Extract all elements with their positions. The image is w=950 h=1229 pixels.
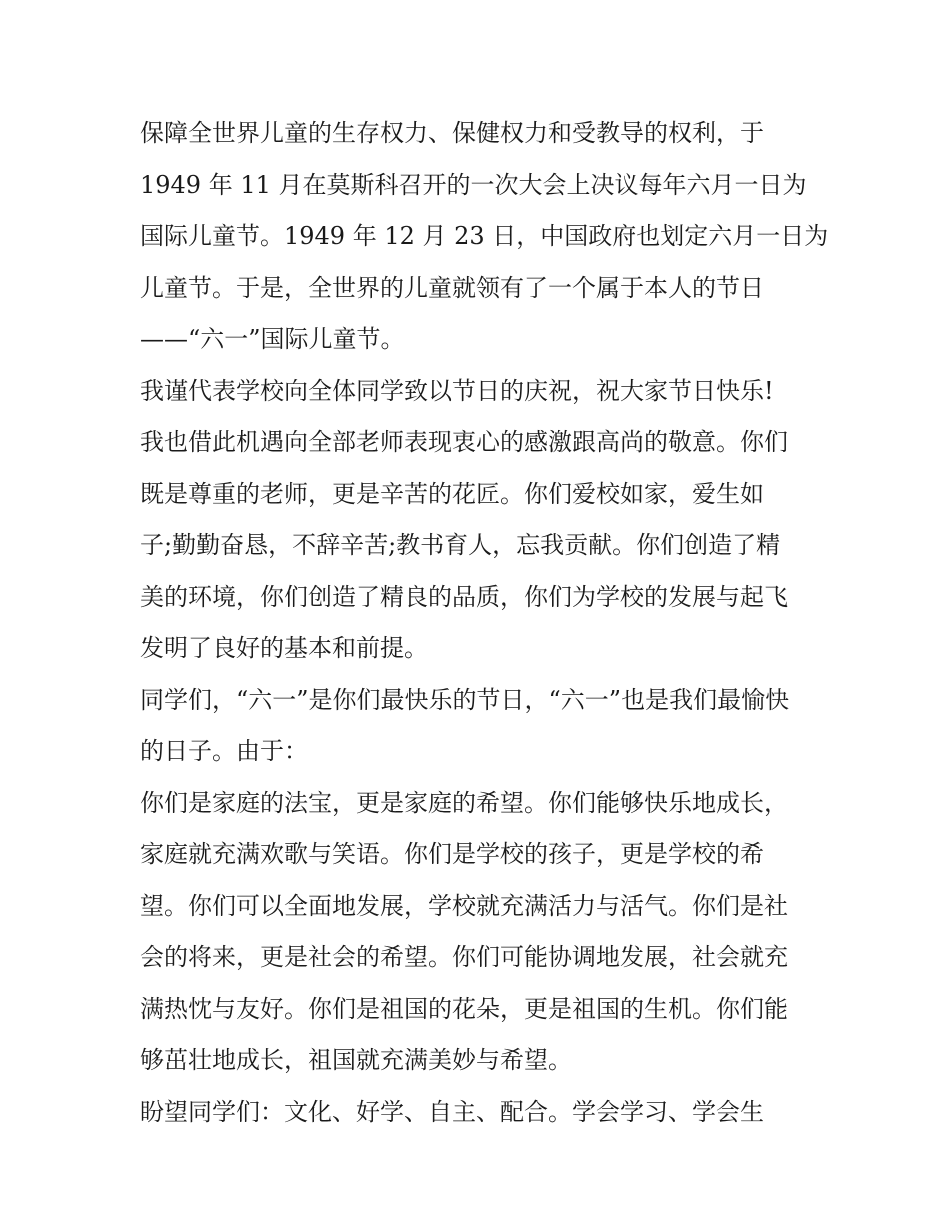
text-line: 你们是家庭的法宝，更是家庭的希望。你们能够快乐地成长， [140,788,788,817]
text-line: 我谨代表学校向全体同学致以节日的庆祝，祝大家节日快乐! [140,376,774,405]
paragraph [140,778,820,1087]
text-line: 盼望同学们：文化、好学、自主、配合。学会学习、学会生 [140,1097,764,1126]
text-line: 国际儿童节。1949 年 12 月 23 日，中国政府也划定六月一日为 [140,222,829,250]
text-line: 望。你们可以全面地发展，学校就充满活力与活气。你们是社 [140,891,788,920]
text-line: 家庭就充满欢歌与笑语。你们是学校的孩子，更是学校的希 [140,840,764,868]
text-line: 发明了良好的基本和前提。 [140,634,428,662]
text-line: 会的将来，更是社会的希望。你们可能协调地发展，社会就充 [140,943,788,971]
text-line: 满热忱与友好。你们是祖国的花朵，更是祖国的生机。你们能 [140,994,788,1023]
paragraph [140,366,820,675]
text-line: 的日子。由于： [140,737,308,765]
document-body [140,108,829,1138]
text-line: 子;勤勤奋恳，不辞辛苦;教书育人，忘我贡献。你们创造了精 [140,531,781,559]
text-line: 既是尊重的老师，更是辛苦的花匠。你们爱校如家，爱生如 [140,479,764,508]
text-line: ——“六一”国际儿童节。 [140,325,405,353]
text-line: 保障全世界儿童的生存权力、保健权力和受教导的权利，于 [140,119,764,147]
text-line: 同学们，“六一”是你们最快乐的节日，“六一”也是我们最愉快 [140,685,790,714]
paragraph [140,108,829,366]
text-line: 美的环境，你们创造了精良的品质，你们为学校的发展与起飞 [140,582,788,611]
text-line: 儿童节。于是，全世界的儿童就领有了一个属于本人的节日 [140,273,764,302]
paragraph [140,1087,820,1139]
text-line: 我也借此机遇向全部老师表现衷心的感激跟高尚的敬意。你们 [140,428,788,456]
text-line: 够茁壮地成长，祖国就充满美妙与希望。 [140,1046,572,1074]
paragraph [140,675,820,778]
text-line: 1949 年 11 月在莫斯科召开的一次大会上决议每年六月一日为 [140,170,807,199]
